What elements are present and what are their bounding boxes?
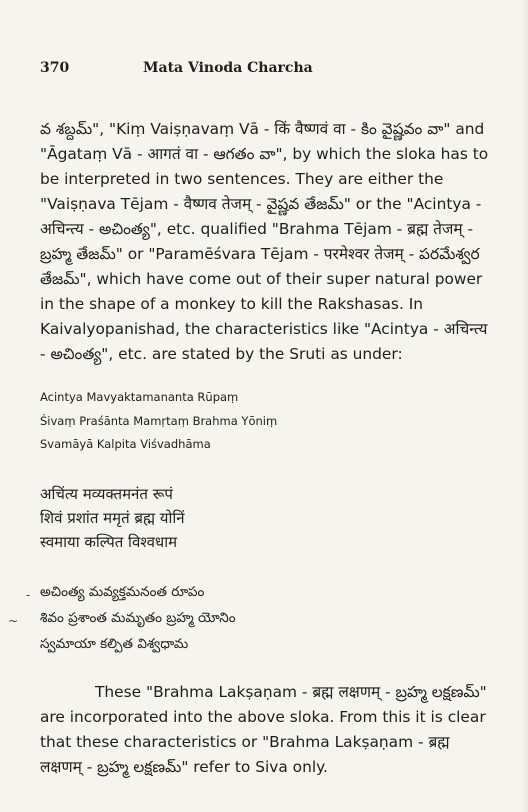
text-line: be interpreted in two sentences. They are either the <box>40 170 444 188</box>
text-line: अचिन्त्य - అచింత్య", etc. qualified "Brahma Tējam - ब्रह्म तेजम् - <box>40 220 474 238</box>
verse-line: Svamāyā Kalpita Viśvadhāma <box>40 437 211 451</box>
text-line: in the shape of a monkey to kill the Rakshasas. In <box>40 295 424 313</box>
page-header <box>0 60 528 82</box>
verse-line: शिवं प्रशांत ममृतं ब्रह्म योनिं <box>40 509 185 527</box>
text-line: - అచింత్య", etc. are stated by the Sruti as under: <box>40 345 403 363</box>
verse-line: Acintya Mavyaktamananta Rūpaṃ <box>40 390 239 404</box>
text-line: These "Brahma Lakṣaṇam - ब्रह्म लक्षणम् - బ్రహ్మ లక్షణమ్" <box>95 683 487 701</box>
text-line: తేజమ్", which have come out of their super natural power <box>40 270 483 288</box>
page-edge-shadow <box>522 0 528 812</box>
verse-line: Śivaṃ Praśānta Mamṛtaṃ Brahma Yōniṃ <box>40 414 278 428</box>
page-number: 370 <box>40 60 70 76</box>
verse-line: अचिंत्य मव्यक्तमनंत रूपं <box>40 485 173 503</box>
text-line: are incorporated into the above sloka. From this it is clear <box>40 708 486 726</box>
verse-line: స్వమాయా కల్పిత విశ్వధామ <box>40 636 189 652</box>
text-line: लक्षणम् - బ్రహ్మ లక్షణమ్" refer to Siva only. <box>40 758 328 776</box>
margin-pencil-mark: ~ <box>8 614 19 628</box>
verse-line: అచింత్య మవ్యక్తమనంత రూపం <box>40 584 205 600</box>
margin-pencil-mark: - <box>26 588 31 602</box>
text-line: Kaivalyopanishad, the characteristics like "Acintya - अचिन्त्य <box>40 320 488 338</box>
verse-line: శివం ప్రశాంత మమృతం బ్రహ్మ యోనిం <box>40 610 236 626</box>
text-line: "Vaiṣṇava Tējam - वैष्णव तेजम् - వైష్ణవ తేజమ్" or the "Acintya - <box>40 195 482 213</box>
text-line: బ్రహ్మ తేజమ్" or "Paramēśvara Tējam - परमेश्वर तेजम् - పరమేశ్వర <box>40 245 480 263</box>
text-line: that these characteristics or "Brahma Lakṣaṇam - ब्रह्म <box>40 733 450 751</box>
verse-line: स्वमाया कल्पित विश्वधाम <box>40 533 178 551</box>
text-line: "Āgataṃ Vā - आगतं वा - ఆగతం వా", by which the sloka has to <box>40 145 489 163</box>
running-title: Mata Vinoda Charcha <box>143 60 313 76</box>
text-line: వ శబ్దమ్", "Kiṃ Vaiṣṇavaṃ Vā - किं वैष्णवं वा - కిం వైష్ణవం వా" and <box>40 120 485 138</box>
